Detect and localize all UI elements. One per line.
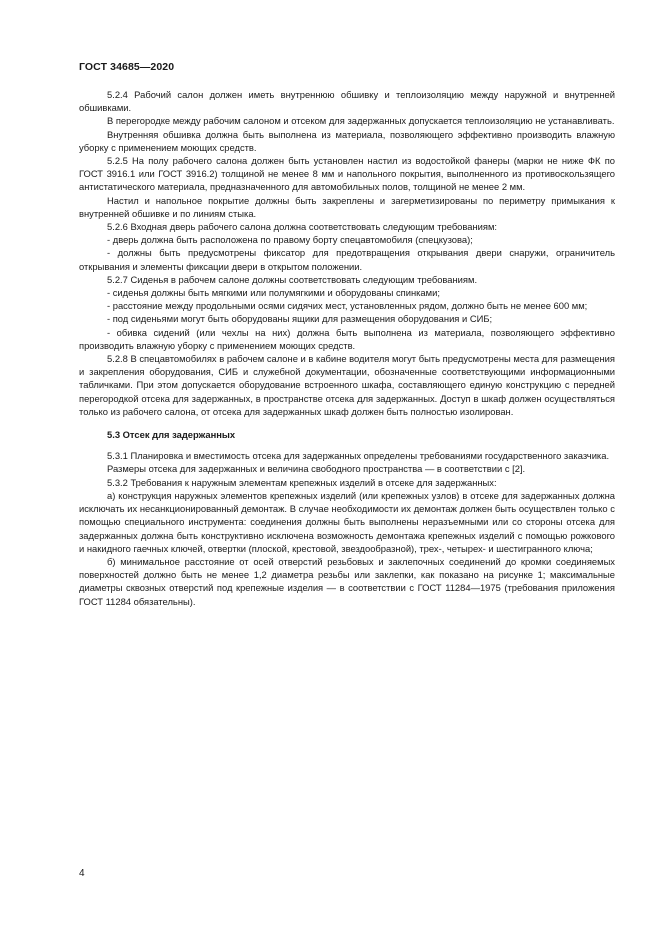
paragraph-5-2-7: 5.2.7 Сиденья в рабочем салоне должны соответствовать следующим требованиям. xyxy=(107,273,478,285)
list-item-seats-soft: - сиденья должны быть мягкими или полумягкими и оборудованы спинками; xyxy=(107,287,440,299)
paragraph-5-3-2-b: б) минимальное расстояние от осей отверстий резьбовых и заклепочных соединений до кромки соединяемых поверхностей должно быть не менее 1,2 диаметра резьбы или заклепки, как показано на рисунке 1; максимальные диаметры сквозных отверстий под крепежные изделия — в соответствии с ГОСТ 11284—1975 (требования приложения ГОСТ 11284 обязательны). xyxy=(79,555,615,607)
paragraph-5-3-1: 5.3.1 Планировка и вместимость отсека для задержанных определены требованиями государственного заказчика. xyxy=(107,450,610,462)
paragraph-partition-insulation: В перегородке между рабочим салоном и отсеком для задержанных допускается теплоизоляцию не устанавливать. xyxy=(107,115,615,127)
paragraph-5-3-2: 5.3.2 Требования к наружным элементам крепежных изделий в отсеке для задержанных: xyxy=(107,476,497,488)
list-item-seats-spacing: - расстояние между продольными осями сидячих мест, установленных рядом, должно быть не менее 600 мм; xyxy=(107,300,588,312)
paragraph-compartment-size: Размеры отсека для задержанных и величина свободного пространства — в соответствии с [2]. xyxy=(107,463,526,475)
list-item-seats-upholstery: - обивка сидений (или чехлы на них) должна быть выполнена из материала, позволяющего эффективно производить влажную уборку с применением моющих средств. xyxy=(79,326,615,351)
paragraph-5-2-5: 5.2.5 На полу рабочего салона должен быть установлен настил из водостойкой фанеры (марки не ниже ФК по ГОСТ 3916.1 или ГОСТ 3916.2) толщиной не менее 8 мм и напольного покрытия, выполненного из противоскользящего антистатического материала, предназначенного для автомобильных полов, толщиной не менее 2 мм. xyxy=(79,155,615,193)
paragraph-5-2-8: 5.2.8 В спецавтомобилях в рабочем салоне и в кабине водителя могут быть предусмотрены места для размещения и закрепления оборудования, СИБ и служебной документации, обозначенные соответствующими информационными табличками. При этом допускается оборудование встроенного шкафа, составляющего единую конструкцию с передней перегородкой отсека для задержанных, в пространстве отсека для задержанных. Доступ в шкаф должен осуществляться только из рабочего салона, от отсека для задержанных шкаф должен быть полностью изолирован. xyxy=(79,353,615,417)
page-header-title: ГОСТ 34685—2020 xyxy=(79,61,175,73)
paragraph-5-2-6: 5.2.6 Входная дверь рабочего салона должна соответствовать следующим требованиям: xyxy=(107,221,498,233)
list-item-door-side: - дверь должна быть расположена по правому борту спецавтомобиля (спецкузова); xyxy=(107,234,473,246)
paragraph-floor-sealing: Настил и напольное покрытие должны быть закреплены и загерметизированы по периметру примыкания к внутренней обшивке и по линиям стыка. xyxy=(79,194,615,219)
paragraph-5-3-2-a: а) конструкция наружных элементов крепежных изделий (или крепежных узлов) в отсеке для задержанных должна исключать их несанкционированный демонтаж. В случае необходимости их демонтаж должен быть осуществлен только с помощью специального инструмента: соединения должны быть выполнены неразъемными или со стороны отсека для задержанных должна быть конструктивно исключена возможность демонтажа крепежных изделий с помощью рожкового и накидного гаечных ключей, отвертки (плоской, крестовой, звездообразной), трех-, четырех- и шестигранного ключа; xyxy=(79,489,615,554)
document-body xyxy=(79,88,615,608)
paragraph-inner-lining: Внутренняя обшивка должна быть выполнена из материала, позволяющего эффективно производить влажную уборку с применением моющих средств. xyxy=(79,128,615,153)
list-item-seats-boxes: - под сиденьями могут быть оборудованы ящики для размещения оборудования и СИБ; xyxy=(107,313,493,325)
paragraph-5-2-4: 5.2.4 Рабочий салон должен иметь внутреннюю обшивку и теплоизоляцию между наружной и внутренней обшивками. xyxy=(79,89,615,114)
list-item-door-lock: - должны быть предусмотрены фиксатор для предотвращения открывания двери снаружи, ограничитель открывания и элементы фиксации двери в открытом положении. xyxy=(79,247,615,272)
page-number: 4 xyxy=(79,868,85,879)
section-heading-5-3: 5.3 Отсек для задержанных xyxy=(107,429,236,441)
